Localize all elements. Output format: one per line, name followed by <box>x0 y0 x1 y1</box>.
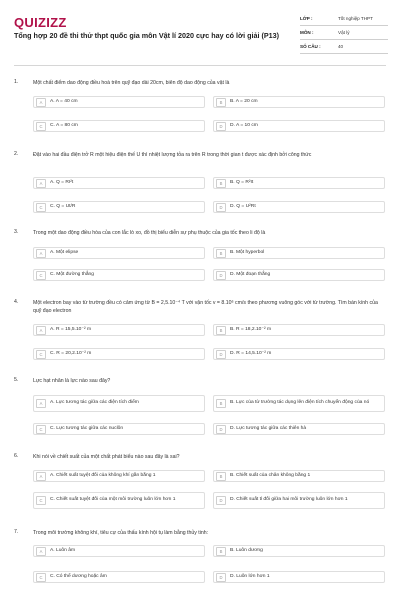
option-text: D. Q = U²Rt <box>230 203 256 209</box>
option-text: C. R = 20,2.10⁻² m <box>50 350 92 356</box>
option-text: A. Chiết suất tuyệt đối của không khí gần bằng 1 <box>50 472 156 478</box>
option-text: C. Chiết suất tuyệt đối của một môi trường luôn lớn hơn 1 <box>50 497 176 503</box>
option-c[interactable] <box>33 492 205 509</box>
option-d[interactable] <box>213 423 385 435</box>
option-text: D. Luôn lớn hơn 1 <box>230 573 270 579</box>
option-b[interactable] <box>213 470 385 482</box>
option-letter-box: A <box>36 399 46 408</box>
option-text: C. Q = Ut/R <box>50 203 76 209</box>
option-text: A. Luôn âm <box>50 547 76 553</box>
question-number: 4. <box>14 299 19 305</box>
option-text: A. A = 40 cm <box>50 98 78 104</box>
option-letter-box: B <box>216 472 226 481</box>
option-text: C. Lực tương tác giữa các nuclôn <box>50 425 124 431</box>
option-d[interactable] <box>213 201 385 213</box>
option-text: D. R = 14,5.10⁻² m <box>230 350 272 356</box>
option-a[interactable] <box>33 177 205 189</box>
option-text: B. A = 20 cm <box>230 98 258 104</box>
option-a[interactable] <box>33 545 205 557</box>
meta-value: 40 <box>338 44 344 49</box>
question-number: 3. <box>14 229 19 235</box>
option-letter-box: D <box>216 496 226 505</box>
question-text: Một chất điểm dao động điều hoà trên quỹ đạo dài 20cm, biên độ dao động của vật là <box>33 80 230 86</box>
option-c[interactable] <box>33 120 205 132</box>
question-number: 2. <box>14 151 19 157</box>
question-text: Khi nói về chiết suất của một chất phát biểu nào sau đây là sai? <box>33 454 180 460</box>
option-letter-box: A <box>36 326 46 335</box>
meta-row-count <box>300 40 388 54</box>
option-d[interactable] <box>213 120 385 132</box>
option-text: B. Chiết suất của chân không bằng 1 <box>230 472 311 478</box>
meta-label: MÔN : <box>300 30 314 35</box>
option-c[interactable] <box>33 201 205 213</box>
option-letter-box: D <box>216 122 226 131</box>
option-text: B. Q = R²It <box>230 179 254 185</box>
quizizz-logo: QUIZIZZ <box>14 15 67 30</box>
option-d[interactable] <box>213 348 385 360</box>
option-text: C. A = 80 cm <box>50 122 78 128</box>
option-c[interactable] <box>33 269 205 281</box>
option-letter-box: A <box>36 249 46 258</box>
header-divider <box>14 65 386 66</box>
option-letter-box: B <box>216 249 226 258</box>
question-text: Trong môi trường không khí, tiêu cự của thấu kính hội tụ làm bằng thủy tinh: <box>33 530 209 536</box>
meta-row-class <box>300 12 388 26</box>
option-letter-box: B <box>216 326 226 335</box>
option-letter-box: B <box>216 98 226 107</box>
meta-value: Tốt nghiệp THPT <box>338 16 373 21</box>
question-text: Đặt vào hai đầu điện trở R một hiệu điện thế U thì nhiệt lượng tỏa ra trên R trong thời gian t được xác định bởi công thức <box>33 152 312 158</box>
option-a[interactable] <box>33 324 205 336</box>
option-text: D. Chiết suất tỉ đối giữa hai môi trường luôn lớn hơn 1 <box>230 497 348 503</box>
meta-label: SỐ CÂU : <box>300 44 321 49</box>
question-text: Trong một dao động điều hòa của con lắc lò xo, đồ thị biểu diễn sự phụ thuộc của gia tốc theo li độ là <box>33 230 266 236</box>
option-a[interactable] <box>33 395 205 412</box>
option-a[interactable] <box>33 247 205 259</box>
option-text: C. Có thể dương hoặc âm <box>50 573 107 579</box>
question-number: 6. <box>14 453 19 459</box>
question-text: Lực hạt nhân là lực nào sau đây? <box>33 378 111 384</box>
option-letter-box: D <box>216 271 226 280</box>
option-letter-box: C <box>36 203 46 212</box>
option-b[interactable] <box>213 395 385 412</box>
option-letter-box: D <box>216 350 226 359</box>
option-letter-box: C <box>36 350 46 359</box>
option-a[interactable] <box>33 96 205 108</box>
option-d[interactable] <box>213 492 385 509</box>
option-letter-box: A <box>36 98 46 107</box>
option-d[interactable] <box>213 269 385 281</box>
option-b[interactable] <box>213 545 385 557</box>
option-text: A. R = 15,5.10⁻² m <box>50 326 92 332</box>
option-letter-box: D <box>216 573 226 582</box>
document-title: Tổng hợp 20 đề thi thử thpt quốc gia môn Vật lí 2020 cực hay có lời giải (P13) <box>14 31 280 40</box>
option-c[interactable] <box>33 423 205 435</box>
option-letter-box: C <box>36 425 46 434</box>
option-letter-box: C <box>36 122 46 131</box>
option-text: D. Lực tương tác giữa các thiên hà <box>230 425 307 431</box>
option-letter-box: C <box>36 496 46 505</box>
question-text: Một electron bay vào từ trường đều có cảm ứng từ B = 2,5.10⁻⁴ T với vận tốc v = 8.10⁶ cm/s theo phương vuông góc với từ trường. Tìm bán kính của quỹ đạo electron <box>33 300 378 315</box>
option-b[interactable] <box>213 324 385 336</box>
option-c[interactable] <box>33 348 205 360</box>
option-d[interactable] <box>213 571 385 583</box>
question-number: 7. <box>14 529 19 535</box>
option-text: B. Lực của từ trường tác dụng lên điện tích chuyển động của nó <box>230 400 370 406</box>
option-letter-box: B <box>216 399 226 408</box>
question-number: 5. <box>14 377 19 383</box>
meta-row-subject <box>300 26 388 40</box>
option-text: A. Một elipse <box>50 249 79 255</box>
meta-value: Vật lý <box>338 30 350 35</box>
option-a[interactable] <box>33 470 205 482</box>
option-text: A. Q = RI²t <box>50 179 74 185</box>
option-letter-box: D <box>216 425 226 434</box>
option-letter-box: B <box>216 547 226 556</box>
option-letter-box: C <box>36 271 46 280</box>
option-b[interactable] <box>213 96 385 108</box>
option-b[interactable] <box>213 247 385 259</box>
option-letter-box: A <box>36 472 46 481</box>
option-letter-box: A <box>36 547 46 556</box>
option-text: D. A = 10 cm <box>230 122 258 128</box>
option-text: B. R = 18,2.10⁻² m <box>230 326 272 332</box>
option-b[interactable] <box>213 177 385 189</box>
meta-table <box>300 12 388 54</box>
question-number: 1. <box>14 79 19 85</box>
option-text: D. Một đoạn thẳng <box>230 271 271 277</box>
option-letter-box: B <box>216 179 226 188</box>
option-text: B. Luôn dương <box>230 547 263 553</box>
option-letter-box: D <box>216 203 226 212</box>
option-letter-box: C <box>36 573 46 582</box>
option-text: B. Một hyperbol <box>230 249 265 255</box>
option-c[interactable] <box>33 571 205 583</box>
meta-label: LỚP : <box>300 16 313 21</box>
option-text: A. Lực tương tác giữa các điện tích điểm <box>50 400 139 406</box>
option-letter-box: A <box>36 179 46 188</box>
option-text: C. Một đường thẳng <box>50 271 94 277</box>
